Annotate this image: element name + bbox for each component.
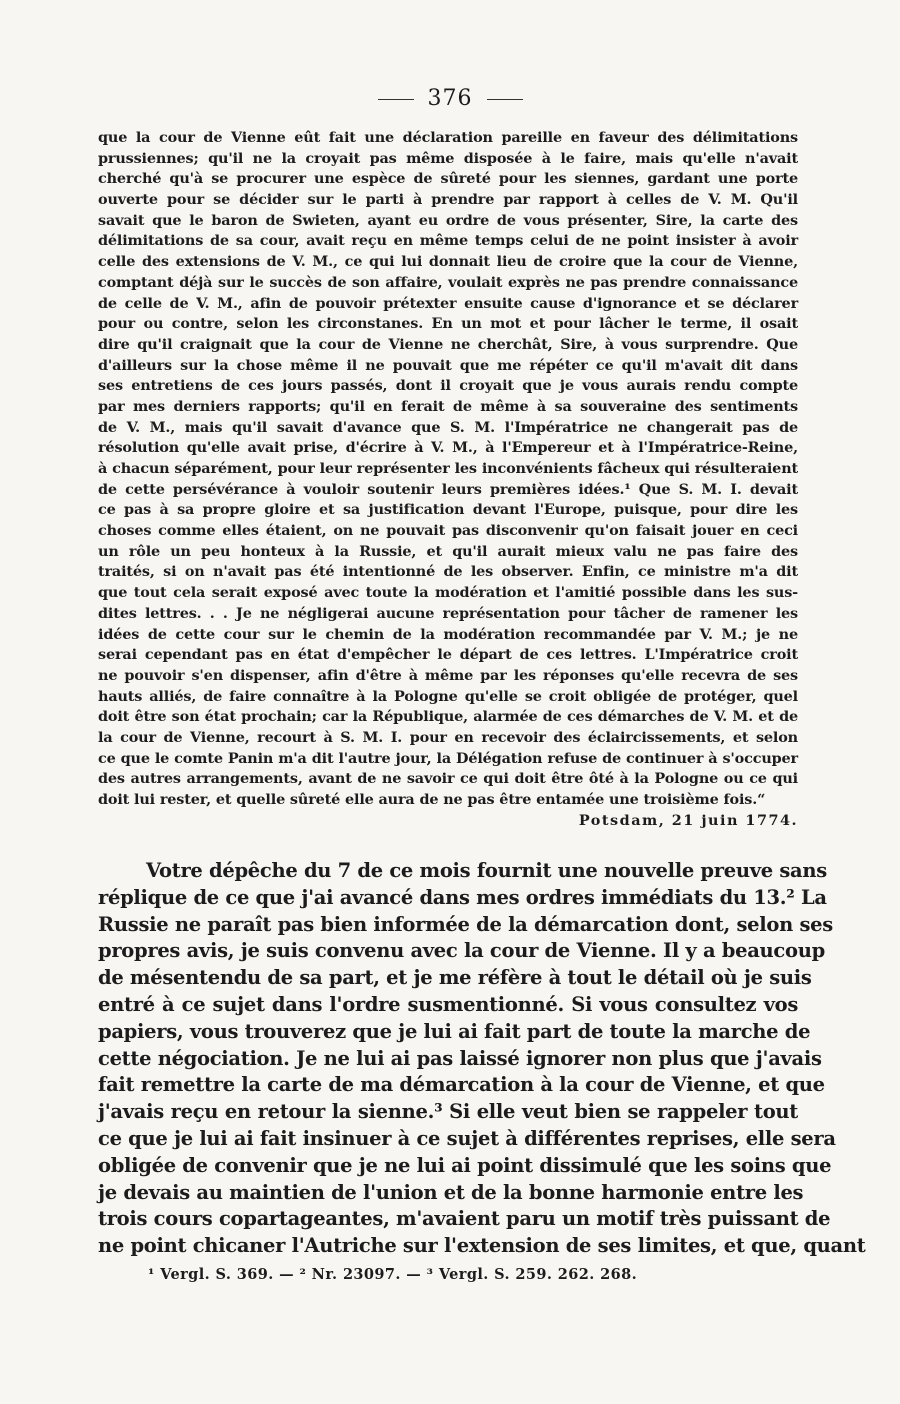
quoted-letter	[98, 128, 798, 831]
reply-line: cette négociation. Je ne lui ai pas laissé ignorer non plus que j'avais	[98, 1046, 822, 1070]
reply-line: ne point chicaner l'Autriche sur l'extension de ses limites, et que, quant	[98, 1234, 866, 1258]
reply-line: Russie ne paraît pas bien informée de la démarcation dont, selon ses	[98, 912, 833, 936]
header-rule-left	[378, 99, 414, 100]
letter-line: ouverte pour se décider sur le parti à prendre par rapport à celles de V. M. Qu'il	[98, 191, 798, 209]
letter-line: des autres arrangements, avant de ne savoir ce qui doit être ôté à la Pologne ou ce qui	[98, 770, 798, 788]
letter-line: la cour de Vienne, recourt à S. M. I. pour en recevoir des éclaircissements, et selon	[98, 728, 798, 746]
letter-line: de cette persévérance à vouloir soutenir leurs premières idées.¹ Que S. M. I. devait	[98, 480, 798, 498]
letter-line: ce pas à sa propre gloire et sa justification devant l'Europe, puisque, pour dire les	[98, 501, 798, 519]
letter-line: idées de cette cour sur le chemin de la modération recommandée par V. M.; je ne	[98, 625, 798, 643]
letter-line: par mes derniers rapports; qu'il en ferait de même à sa souveraine des sentiments	[98, 397, 798, 415]
letter-line: un rôle un peu honteux à la Russie, et qu'il aurait mieux valu ne pas faire des	[98, 542, 798, 560]
dateline: Potsdam, 21 juin 1774.	[578, 811, 798, 829]
reply-line: de mésentendu de sa part, et je me réfère à tout le détail où je suis	[98, 966, 812, 990]
letter-line: que la cour de Vienne eût fait une déclaration pareille en faveur des délimitations	[98, 129, 798, 146]
letter-line: résolution qu'elle avait prise, d'écrire à V. M., à l'Empereur et à l'Impératrice-Reine,	[98, 439, 798, 457]
reply-text	[98, 858, 866, 1260]
letter-line: doit être son état prochain; car la République, alarmée de ces démarches de V. M. et de	[98, 708, 798, 726]
letter-line: prussiennes; qu'il ne la croyait pas même disposée à le faire, mais qu'elle n'avait	[98, 149, 798, 167]
letter-line: que tout cela serait exposé avec toute la modération et l'amitié possible dans les sus-	[98, 584, 798, 602]
letter-line: serai cependant pas en état d'empêcher le départ de ces lettres. L'Impératrice croit	[98, 646, 798, 664]
page-header	[0, 86, 900, 111]
letter-line: cherché qu'à se procurer une espèce de sûreté pour les siennes, gardant une porte	[98, 170, 798, 188]
letter-line: dites lettres. . . Je ne négligerai aucune représentation pour tâcher de ramener les	[98, 604, 798, 622]
footnotes: ¹ Vergl. S. 369. — ² Nr. 23097. — ³ Vergl. S. 259. 262. 268.	[148, 1266, 638, 1283]
letter-line: d'ailleurs sur la chose même il ne pouvait que me répéter ce qu'il m'avait dit dans	[98, 356, 798, 374]
letter-line: comptant déjà sur le succès de son affaire, voulait exprès ne pas prendre connaissance	[98, 273, 798, 291]
letter-line: hauts alliés, de faire connaître à la Pologne qu'elle se croit obligée de protéger, quel	[98, 687, 798, 705]
page-number: 376	[427, 86, 473, 111]
reply-line: Votre dépêche du 7 de ce mois fournit une nouvelle preuve sans	[146, 859, 827, 882]
letter-line: à chacun séparément, pour leur représenter les inconvénients fâcheux qui résulteraient	[98, 460, 798, 477]
letter-line: traités, si on n'avait pas été intentionné de les observer. Enfin, ce ministre m'a dit	[98, 563, 798, 581]
letter-line: savait que le baron de Swieten, ayant eu ordre de vous présenter, Sire, la carte des	[98, 211, 798, 229]
reply-line: obligée de convenir que je ne lui ai point dissimulé que les soins que	[98, 1153, 832, 1177]
letter-line: celle des extensions de V. M., ce qui lui donnait lieu de croire que la cour de Vienne,	[98, 253, 798, 271]
reply-line: j'avais reçu en retour la sienne.³ Si elle veut bien se rappeler tout	[98, 1100, 798, 1124]
letter-line: ne pouvoir s'en dispenser, afin d'être à même par les réponses qu'elle recevra de ses	[98, 666, 798, 684]
reply-line: je devais au maintien de l'union et de la bonne harmonie entre les	[98, 1180, 804, 1204]
reply-line: propres avis, je suis convenu avec la cour de Vienne. Il y a beaucoup	[98, 939, 825, 963]
reply-line: papiers, vous trouverez que je lui ai fait part de toute la marche de	[98, 1019, 811, 1043]
letter-line: délimitations de sa cour, avait reçu en même temps celui de ne point insister à avoir	[98, 232, 798, 250]
letter-line: de celle de V. M., afin de pouvoir prétexter ensuite cause d'ignorance et se déclarer	[98, 294, 798, 312]
letter-line: doit lui rester, et quelle sûreté elle aura de ne pas être entamée une troisième fois.“	[98, 791, 766, 808]
reply-line: fait remettre la carte de ma démarcation à la cour de Vienne, et que	[98, 1073, 825, 1097]
letter-line: ses entretiens de ces jours passés, dont il croyait que je vous aurais rendu compte	[98, 377, 798, 395]
letter-line: pour ou contre, selon les circonstanes. En un mot et pour lâcher le terme, il osait	[98, 315, 798, 333]
reply-line: ce que je lui ai fait insinuer à ce sujet à différentes reprises, elle sera	[98, 1126, 836, 1150]
header-rule-right	[487, 99, 523, 100]
letter-line: de V. M., mais qu'il savait d'avance que S. M. l'Impératrice ne changerait pas de	[98, 418, 798, 436]
letter-line: dire qu'il craignait que la cour de Vienne ne cherchât, Sire, à vous surprendre. Que	[98, 335, 798, 353]
reply-line: trois cours copartageantes, m'avaient paru un motif très puissant de	[98, 1207, 831, 1231]
letter-line: ce que le comte Panin m'a dit l'autre jour, la Délégation refuse de continuer à s'occuper	[98, 749, 798, 767]
letter-line: choses comme elles étaient, on ne pouvait pas disconvenir qu'on faisait jouer en ceci	[98, 522, 798, 540]
reply-line: réplique de ce que j'ai avancé dans mes ordres immédiats du 13.² La	[98, 885, 827, 909]
reply-line: entré à ce sujet dans l'ordre susmentionné. Si vous consultez vos	[98, 992, 798, 1016]
